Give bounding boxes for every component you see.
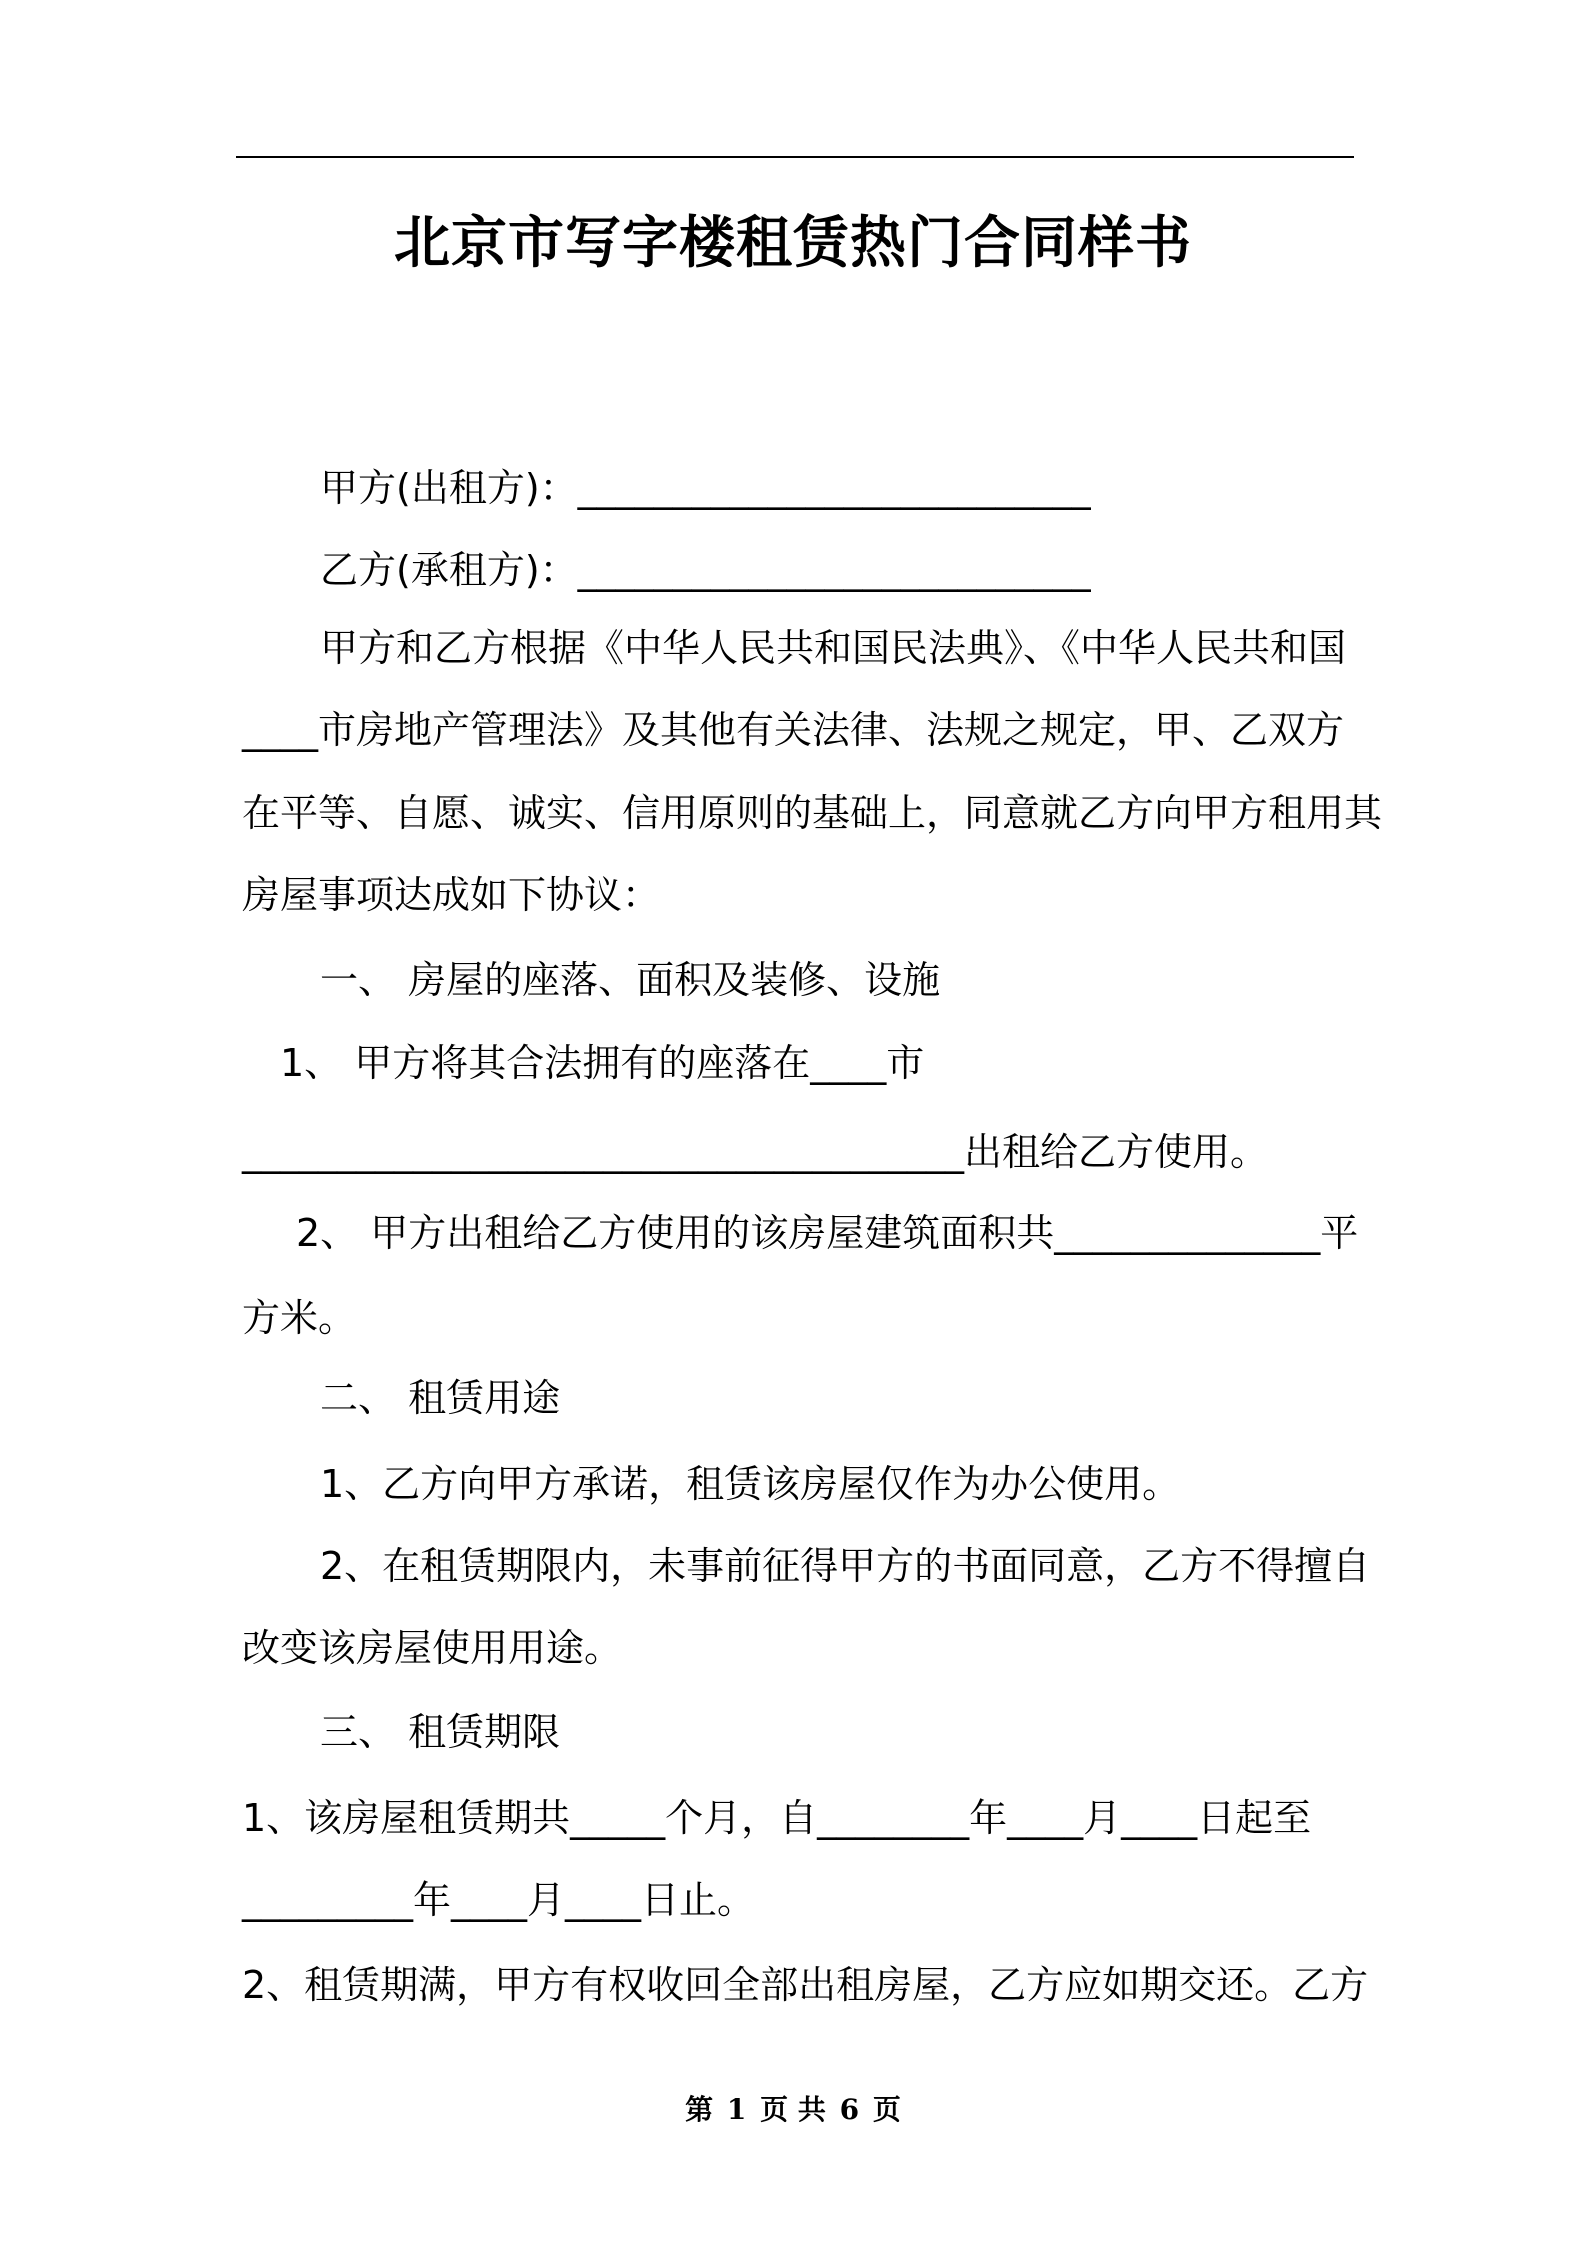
preamble-line-2: ____市房地产管理法》及其他有关法律、法规之规定，甲、乙双方	[242, 708, 1345, 752]
clause-2-2-line-2: 改变该房屋使用用途。	[242, 1626, 623, 1670]
party-a-line: 甲方(出租方)：___________________________	[320, 466, 1091, 510]
clause-3-1-line-1: 1、该房屋租赁期共_____个月，自________年____月____日起至	[242, 1796, 1312, 1840]
page-mid: 页 共	[760, 2093, 826, 2126]
clause-3-2-line-1: 2、租赁期满，甲方有权收回全部出租房屋，乙方应如期交还。乙方	[242, 1963, 1369, 2007]
clause-1-1-line-2: ______________________________________出租给乙方使用。	[242, 1130, 1269, 1174]
preamble-line-4: 房屋事项达成如下协议：	[242, 873, 661, 917]
page-prefix: 第	[685, 2093, 714, 2126]
page-number: 1	[726, 2093, 747, 2126]
clause-1-1-line-1: 1、 甲方将其合法拥有的座落在____市	[280, 1041, 925, 1085]
clause-1-2-line-2: 方米。	[242, 1296, 357, 1340]
section-2-heading: 二、 租赁用途	[320, 1376, 561, 1420]
section-3-heading: 三、 租赁期限	[320, 1710, 561, 1754]
party-b-line: 乙方(承租方)：___________________________	[320, 548, 1091, 592]
page-total: 6	[839, 2093, 860, 2126]
clause-1-2-line-1: 2、 甲方出租给乙方使用的该房屋建筑面积共______________平	[296, 1211, 1359, 1255]
clause-2-1: 1、乙方向甲方承诺，租赁该房屋仅作为办公使用。	[320, 1462, 1181, 1506]
preamble-line-3: 在平等、自愿、诚实、信用原则的基础上，同意就乙方向甲方租用其	[242, 791, 1383, 835]
clause-3-1-line-2: _________年____月____日止。	[242, 1878, 756, 1922]
page-footer	[0, 2090, 1586, 2130]
header-rule	[236, 156, 1354, 158]
clause-2-2-line-1: 2、在租赁期限内，未事前征得甲方的书面同意，乙方不得擅自	[320, 1544, 1371, 1588]
preamble-line-1: 甲方和乙方根据《中华人民共和国民法典》、《中华人民共和国	[320, 626, 1347, 670]
document-title: 北京市写字楼租赁热门合同样书	[394, 211, 1192, 276]
section-1-heading: 一、 房屋的座落、面积及装修、设施	[320, 958, 941, 1002]
page-suffix: 页	[872, 2093, 901, 2126]
